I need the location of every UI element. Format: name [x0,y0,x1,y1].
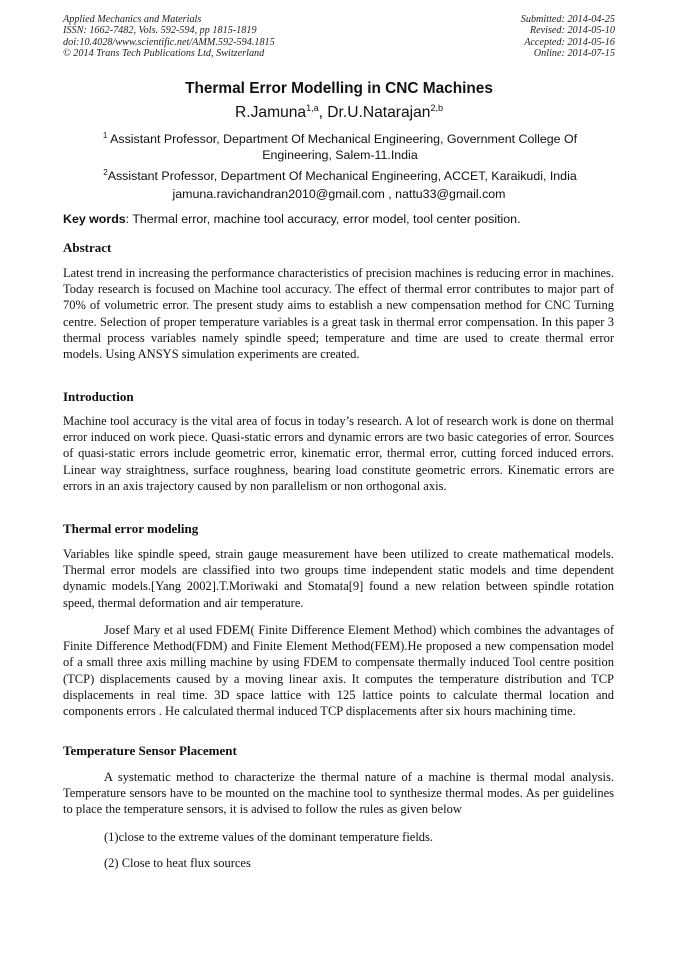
introduction-heading: Introduction [63,389,134,404]
date-revised: Revised: 2014-05-10 [529,25,615,37]
author-1-affil: 1,a [306,103,319,113]
journal-issn: ISSN: 1662-7482, Vols. 592-594, pp 1815-1819 [63,25,257,37]
sensor-placement-paragraph: A systematic method to characterize the thermal nature of a machine is thermal modal analysis. Temperature sensors have to be mounted on the machine tool to synthesize thermal modes. As per guidelines to place the temperature sensors, it is advised to follow the rules as given below [63,770,614,817]
sensor-placement-heading: Temperature Sensor Placement [63,743,237,758]
affiliation-number: 2 [103,168,108,177]
affiliation-2 [80,165,600,184]
author-1: R.Jamuna [235,104,307,122]
author-separator: , [318,104,328,122]
author-line [0,103,678,122]
placement-rule-2: (2) Close to heat flux sources [104,856,251,870]
journal-info [63,14,275,60]
affiliation-text: Assistant Professor, Department Of Mechanical Engineering, ACCET, Karaikudi, India [107,169,577,184]
affiliation-text: Assistant Professor, Department Of Mechanical Engineering, Government College Of Engineering, Salem-11.India [110,132,578,163]
thermal-modeling-heading: Thermal error modeling [63,521,199,536]
paper-title: Thermal Error Modelling in CNC Machines [185,80,493,97]
keywords-label: Key words [63,212,126,226]
keywords-text: : Thermal error, machine tool accuracy, error model, tool center position. [125,212,521,226]
introduction-paragraph: Machine tool accuracy is the vital area of focus in today’s research. A lot of research work is done on thermal error induced on work piece. Quasi-static errors and dynamic errors are two basic categories of error. Sources of quasi-static errors include geometric error, kinematic error, thermal error, cutting forced induced errors. Linear way straightness, surface roughness, bearing load constitute geometric errors. Kinematic errors are errors in an axis trajectory caused by non parallelism or non orthogonal axis. [63,414,614,493]
author-emails: jamuna.ravichandran2010@gmail.com , nattu33@gmail.com [172,187,506,201]
journal-doi: doi:10.4028/www.scientific.net/AMM.592-594.1815 [63,36,275,48]
keywords [63,212,623,226]
journal-copyright: © 2014 Trans Tech Publications Ltd, Switzerland [63,48,265,60]
date-submitted: Submitted: 2014-04-25 [520,14,615,25]
thermal-modeling-paragraph-1: Variables like spindle speed, strain gauge measurement have been utilized to create mathematical models. Thermal error models are classified into two groups time independent static models and time dependent dynamic models.[Yang 2002].T.Moriwaki and Stomata[9] found a new relation between spindle rotation speed, thermal deformation and air temperature. [63,547,614,610]
author-2: Dr.U.Natarajan [327,104,431,122]
affiliation-1 [80,128,600,163]
date-online: Online: 2014-07-15 [533,48,615,60]
author-2-affil: 2,b [430,103,443,113]
abstract-paragraph: Latest trend in increasing the performance characteristics of precision machines is reducing error in machines. Today research is focused on Machine tool accuracy. The effect of thermal error contributes to major part of 70% of volumetric error. The present study aims to establish a new compensation method for CNC Turning centre. Selection of proper temperature variables is a great task in thermal error compensation. In this paper 3 thermal process variables namely spindle speed; temperature and time are used to create thermal error models. Using ANSYS simulation experiments are created. [63,266,614,362]
publication-dates [521,14,615,60]
affiliation-number: 1 [102,131,108,140]
journal-name: Applied Mechanics and Materials [63,14,202,25]
placement-rule-1: (1)close to the extreme values of the dominant temperature fields. [104,830,434,844]
thermal-modeling-paragraph-2: Josef Mary et al used FDEM( Finite Difference Element Method) which combines the advantages of Finite Difference Method(FDM) and Finite Element Method(FEM).He proposed a new compensation model of a small three axis milling machine by using FDEM to compensate thermally induced Tool centre position (TCP) displacements caused by a moving linear axis. It computes the temperature distribution and TCP displacements in real time. 3D space lattice with 125 lattice points to calculate thermal location and components errors . He calculated thermal induced TCP displacements after six hours machining time. [63,623,614,719]
date-accepted: Accepted: 2014-05-16 [524,36,615,48]
abstract-heading: Abstract [63,240,112,255]
